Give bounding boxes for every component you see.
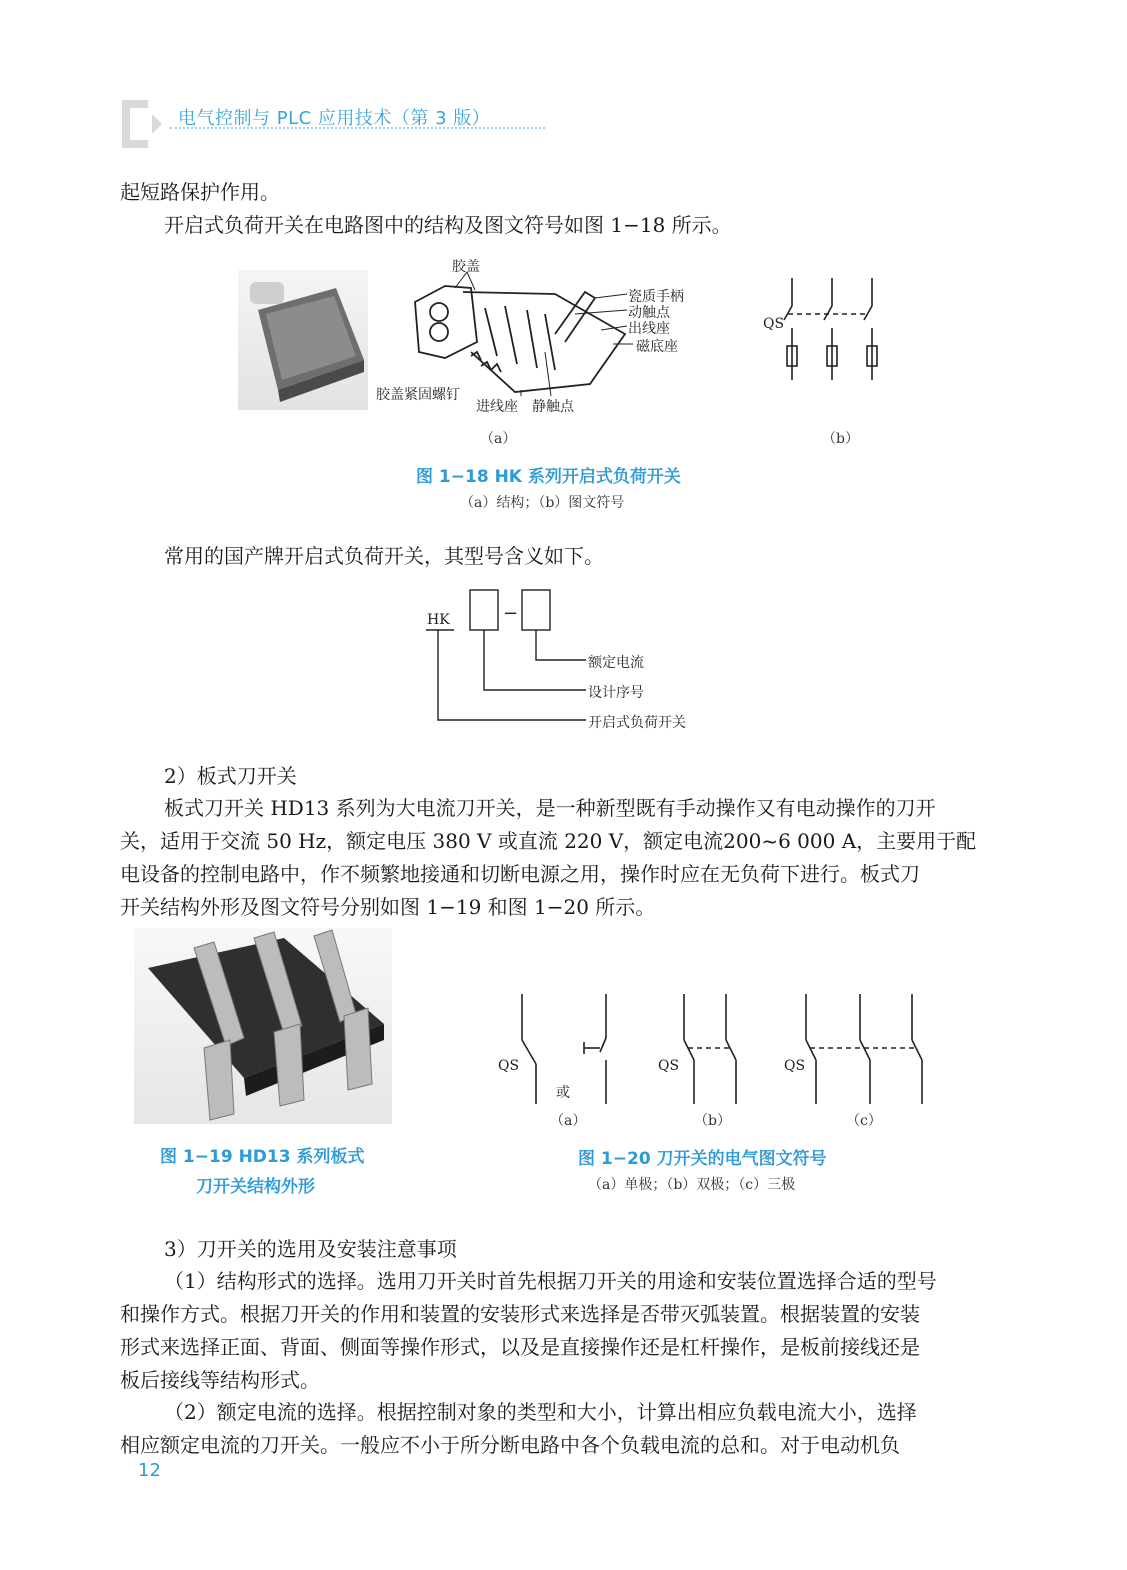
- label-moving-contact: 动触点: [628, 305, 670, 321]
- label-outlet: 出线座: [628, 321, 670, 337]
- fig19-caption-line2: 刀开关结构外形: [196, 1177, 315, 1197]
- header-bracket-icon: [118, 96, 164, 152]
- label-screw: 胶盖紧固螺钉: [376, 387, 460, 403]
- label-handle: 瓷质手柄: [628, 289, 684, 305]
- paragraph-line: （1）结构形式的选择。选用刀开关时首先根据刀开关的用途和安装位置选择合适的型号: [164, 1269, 937, 1293]
- fig20-caption: 图 1−20 刀开关的电气图文符号: [578, 1149, 827, 1169]
- label-inlet: 进线座: [476, 399, 518, 415]
- paragraph-line: 板后接线等结构形式。: [120, 1368, 320, 1392]
- hd13-switch-photo: [134, 928, 392, 1124]
- section-heading: 3）刀开关的选用及安装注意事项: [164, 1237, 457, 1261]
- paragraph-line: 板式刀开关 HD13 系列为大电流刀开关，是一种新型既有手动操作又有电动操作的刀开: [164, 796, 936, 820]
- page-number: 12: [138, 1460, 161, 1481]
- model-design-number: 设计序号: [588, 685, 644, 701]
- model-type: 开启式负荷开关: [588, 715, 686, 731]
- model-dash: −: [503, 603, 519, 624]
- fig20-qs-c: QS: [784, 1058, 806, 1074]
- paragraph-line: 常用的国产牌开启式负荷开关，其型号含义如下。: [164, 544, 604, 568]
- paragraph-line: 相应额定电流的刀开关。一般应不小于所分断电路中各个负载电流的总和。对于电动机负: [120, 1433, 900, 1457]
- section-heading: 2）板式刀开关: [164, 764, 297, 788]
- model-prefix: HK: [427, 612, 450, 628]
- fig20-or: 或: [556, 1085, 570, 1101]
- paragraph-line: 开关结构外形及图文符号分别如图 1−19 和图 1−20 所示。: [120, 895, 656, 919]
- header-title: 电气控制与 PLC 应用技术（第 3 版）: [178, 108, 491, 129]
- fig18-caption: 图 1−18 HK 系列开启式负荷开关: [416, 467, 681, 487]
- paragraph-line: 形式来选择正面、背面、侧面等操作形式，以及是直接操作还是杠杆操作，是板前接线还是: [120, 1335, 920, 1359]
- fig19-caption-line1: 图 1−19 HD13 系列板式: [160, 1147, 365, 1167]
- fig20-qs-b: QS: [658, 1058, 680, 1074]
- paragraph-line: 起短路保护作用。: [120, 180, 280, 204]
- label-base: 磁底座: [636, 339, 678, 355]
- fig20-qs-a: QS: [498, 1058, 520, 1074]
- paragraph-line: 电设备的控制电路中，作不频繁地接通和切断电源之用，操作时应在无负荷下进行。板式刀: [120, 862, 920, 886]
- fig18-sub-b: （b）: [822, 431, 859, 447]
- hk-switch-photo: [238, 270, 368, 410]
- fig18-subcaption: （a）结构；（b）图文符号: [460, 495, 625, 511]
- paragraph-line: （2）额定电流的选择。根据控制对象的类型和大小，计算出相应负载电流大小，选择: [164, 1400, 917, 1424]
- fig18-sub-a: （a）: [480, 431, 517, 447]
- fig20-sub-c: （c）: [846, 1113, 882, 1129]
- fig20-sub-a: （a）: [550, 1113, 587, 1129]
- fig20-subcaption: （a）单极；（b）双极；（c）三极: [588, 1177, 796, 1193]
- label-qs: QS: [763, 316, 785, 332]
- paragraph-line: 开启式负荷开关在电路图中的结构及图文符号如图 1−18 所示。: [164, 213, 732, 237]
- paragraph-line: 关，适用于交流 50 Hz，额定电压 380 V 或直流 220 V，额定电流200~6 000 A，主要用于配: [120, 829, 977, 853]
- paragraph-line: 和操作方式。根据刀开关的作用和装置的安装形式来选择是否带灭弧装置。根据装置的安装: [120, 1302, 920, 1326]
- label-static-contact: 静触点: [532, 399, 574, 415]
- fig20-sub-b: （b）: [694, 1113, 731, 1129]
- header-divider: [170, 127, 545, 129]
- hd13-switch-photo-drawing: [134, 928, 392, 1124]
- label-cover: 胶盖: [452, 259, 480, 275]
- model-rated-current: 额定电流: [588, 655, 644, 671]
- hk-switch-photo-drawing: [238, 270, 368, 410]
